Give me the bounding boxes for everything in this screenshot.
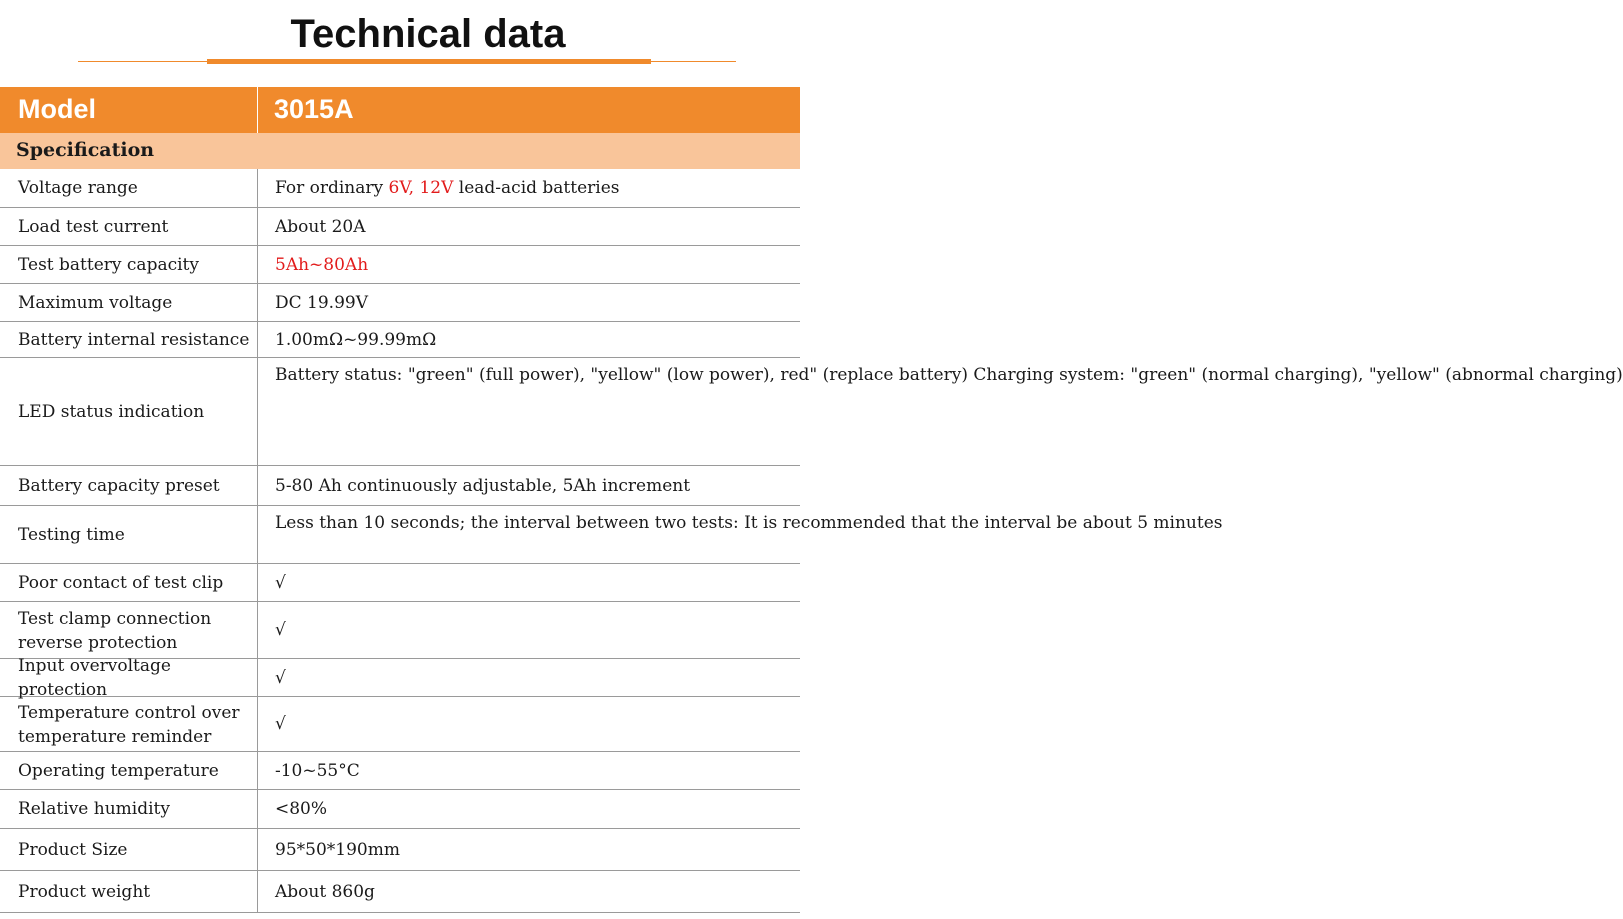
row-value-line: "green" (normal charging), "yellow" (abnormal charging) — [1130, 365, 1623, 385]
row-value: 1.00mΩ~99.99mΩ — [275, 329, 437, 350]
specification-label: Specification — [16, 139, 155, 161]
row-label: Battery capacity preset — [18, 475, 220, 496]
table-row-maximum-voltage — [0, 284, 800, 322]
check-mark: √ — [275, 572, 286, 593]
row-label: Relative humidity — [18, 799, 170, 819]
table-row-voltage-range — [0, 169, 800, 208]
check-mark: √ — [275, 714, 286, 734]
row-label: Battery internal resistance — [18, 329, 250, 350]
table-row-product-size — [0, 829, 800, 871]
table-row-operating-temperature — [0, 752, 800, 790]
model-divider — [257, 87, 258, 133]
row-label-line: reverse protection — [18, 633, 178, 653]
table-row-temperature-control — [0, 697, 800, 752]
check-mark: √ — [275, 620, 286, 640]
table-row-humidity — [0, 790, 800, 829]
table-row-product-weight — [0, 871, 800, 913]
row-label: Input overvoltage protection — [18, 655, 171, 700]
row-value: 5-80 Ah continuously adjustable, 5Ah increment — [275, 475, 691, 496]
row-label: Poor contact of test clip — [18, 572, 224, 593]
row-label: LED status indication — [18, 401, 205, 422]
table-row-internal-resistance — [0, 322, 800, 358]
row-value-line: Battery status: — [275, 365, 403, 385]
model-value: 3015A — [274, 94, 354, 124]
table-row-capacity-preset — [0, 466, 800, 506]
row-label-line: Temperature control over — [18, 703, 240, 723]
table-row-overvoltage — [0, 655, 800, 700]
model-header-row — [0, 87, 800, 133]
row-label: Voltage range — [18, 178, 138, 198]
table-row-poor-contact — [0, 564, 800, 602]
row-value-line: Charging system: — [973, 365, 1125, 385]
table-row-led-status — [0, 358, 1623, 466]
title-accent-bar — [207, 59, 651, 64]
row-value: 5Ah~80Ah — [275, 254, 369, 275]
row-value: <80% — [275, 799, 328, 819]
check-mark: √ — [275, 667, 286, 688]
page-title: Technical data — [290, 12, 566, 56]
table-row-test-battery-capacity — [0, 246, 800, 284]
row-value: DC 19.99V — [275, 292, 368, 313]
row-value-line: "green" (full power), "yellow" (low power), red" (replace battery) — [407, 365, 968, 385]
row-label: Product weight — [18, 881, 151, 902]
row-label: Testing time — [18, 524, 125, 545]
spec-table — [0, 169, 1623, 913]
row-label-line: Test clamp connection — [18, 609, 212, 629]
row-label: Maximum voltage — [18, 292, 173, 313]
row-label: Operating temperature — [18, 760, 219, 781]
highlight-text: 6V, 12V — [388, 178, 454, 198]
row-value-line: recommended that the interval be about 5 minutes — [782, 513, 1223, 533]
specification-header — [0, 133, 800, 169]
row-value: 95*50*190mm — [275, 839, 400, 860]
row-label: Test battery capacity — [18, 254, 199, 275]
row-value: About 20A — [275, 216, 366, 237]
row-value: About 860g — [275, 881, 375, 902]
row-label-line: temperature reminder — [18, 727, 212, 747]
row-value: -10~55°C — [275, 760, 360, 781]
row-label: Product Size — [18, 839, 128, 860]
table-row-testing-time — [0, 506, 1223, 564]
row-value-line: Less than 10 seconds; the interval between two tests: It is — [275, 513, 778, 533]
model-label: Model — [18, 94, 96, 124]
row-value: For ordinary 6V, 12V lead-acid batteries — [275, 178, 620, 198]
table-row-reverse-protection — [0, 602, 800, 659]
row-label: Load test current — [18, 216, 169, 237]
table-row-load-test-current — [0, 208, 800, 246]
